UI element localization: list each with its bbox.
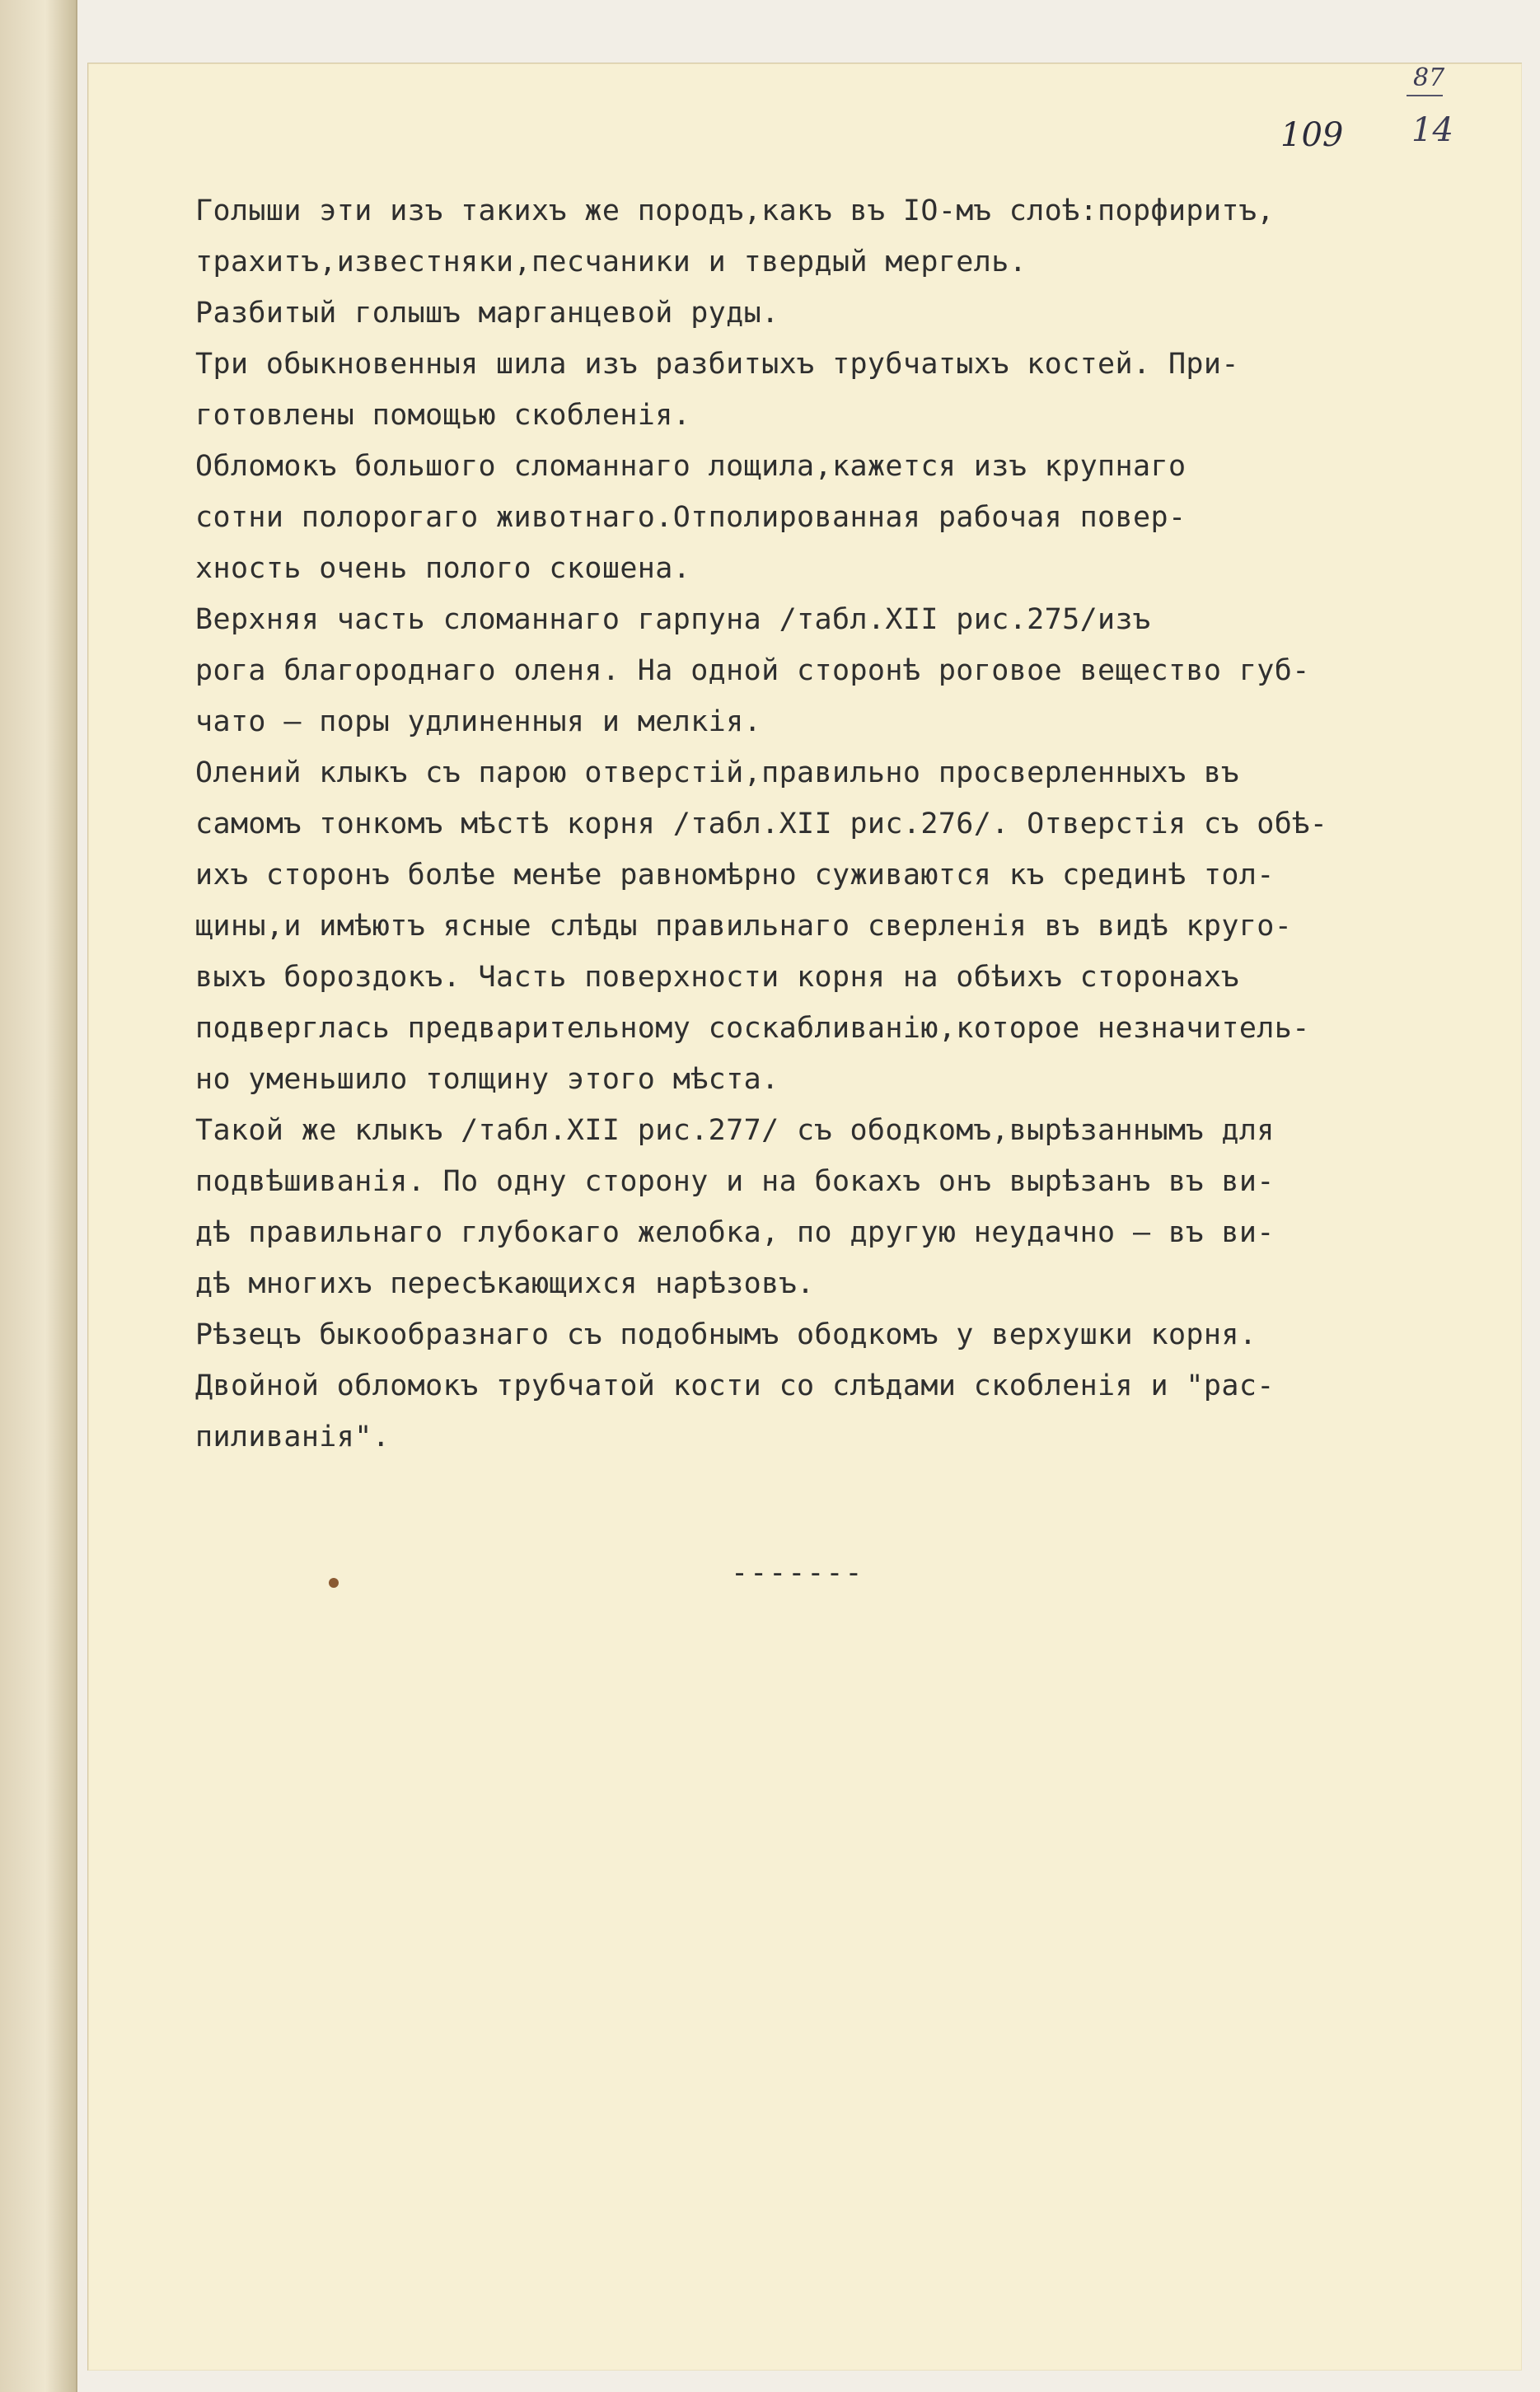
text-line: щины,и имѣютъ ясные слѣды правильнаго сверленія въ видѣ круго- [195, 910, 1293, 943]
text-line: сотни полорогаго животнаго.Отполированная рабочая повер- [195, 501, 1187, 534]
text-line: Обломокъ большого сломаннаго лощила,кажется изъ крупнаго [195, 450, 1187, 483]
text-line: подвѣшиванія. По одну сторону и на бокахъ онъ вырѣзанъ въ ви- [195, 1165, 1275, 1198]
text-line: хность очень полого скошена. [195, 552, 691, 585]
text-line: дѣ многихъ пересѣкающихся нарѣзовъ. [195, 1267, 815, 1300]
text-line: Олений клыкъ съ парою отверстій,правильно просверленныхъ въ [195, 756, 1239, 789]
text-line: готовлены помощью скобленія. [195, 399, 691, 432]
text-line: рога благороднаго оленя. На одной сторонѣ роговое вещество губ- [195, 654, 1310, 687]
text-line: Разбитый голышъ марганцевой руды. [195, 297, 779, 330]
text-line: Голыши эти изъ такихъ же породъ,какъ въ IO-мъ слоѣ:порфиритъ, [195, 194, 1275, 227]
text-line: Двойной обломокъ трубчатой кости со слѣдами скобленія и "рас- [195, 1369, 1275, 1402]
text-line: Верхняя часть сломаннаго гарпуна /табл.XII рис.275/изъ [195, 603, 1151, 636]
text-line: пиливанія". [195, 1421, 391, 1453]
text-line: Три обыкновенныя шила изъ разбитыхъ трубчатыхъ костей. При- [195, 348, 1239, 381]
text-line: ихъ сторонъ болѣе менѣе равномѣрно суживаются къ срединѣ тол- [195, 859, 1275, 892]
archive-folio-top: 87 [1413, 63, 1445, 92]
text-line: самомъ тонкомъ мѣстѣ корня /табл.XII рис.276/. Отверстія съ обѣ- [195, 807, 1328, 840]
text-line: Рѣзецъ быкообразнаго съ подобнымъ ободкомъ у верхушки корня. [195, 1318, 1257, 1351]
archive-folio-bottom: 14 [1411, 111, 1453, 149]
text-line: выхъ бороздокъ. Часть поверхности корня на обѣихъ сторонахъ [195, 961, 1239, 994]
archive-folio-rule [1407, 95, 1443, 96]
text-line: подверглась предварительному соскабливанію,которое незначитель- [195, 1012, 1310, 1045]
text-line: трахитъ,известняки,песчаники и твердый мергель. [195, 246, 1027, 279]
ink-spot [329, 1578, 339, 1588]
text-line: но уменьшило толщину этого мѣста. [195, 1063, 779, 1096]
text-line: дѣ правильнаго глубокаго желобка, по другую неудачно — въ ви- [195, 1216, 1275, 1249]
document-page [87, 63, 1522, 2371]
end-separator: ------- [731, 1556, 864, 1589]
page-number: 109 [1280, 116, 1344, 154]
typewritten-text [195, 185, 1514, 1463]
text-line: чато — поры удлиненныя и мелкія. [195, 705, 762, 738]
previous-page-edge [0, 0, 77, 2392]
text-line: Такой же клыкъ /табл.XII рис.277/ съ ободкомъ,вырѣзаннымъ для [195, 1114, 1275, 1147]
